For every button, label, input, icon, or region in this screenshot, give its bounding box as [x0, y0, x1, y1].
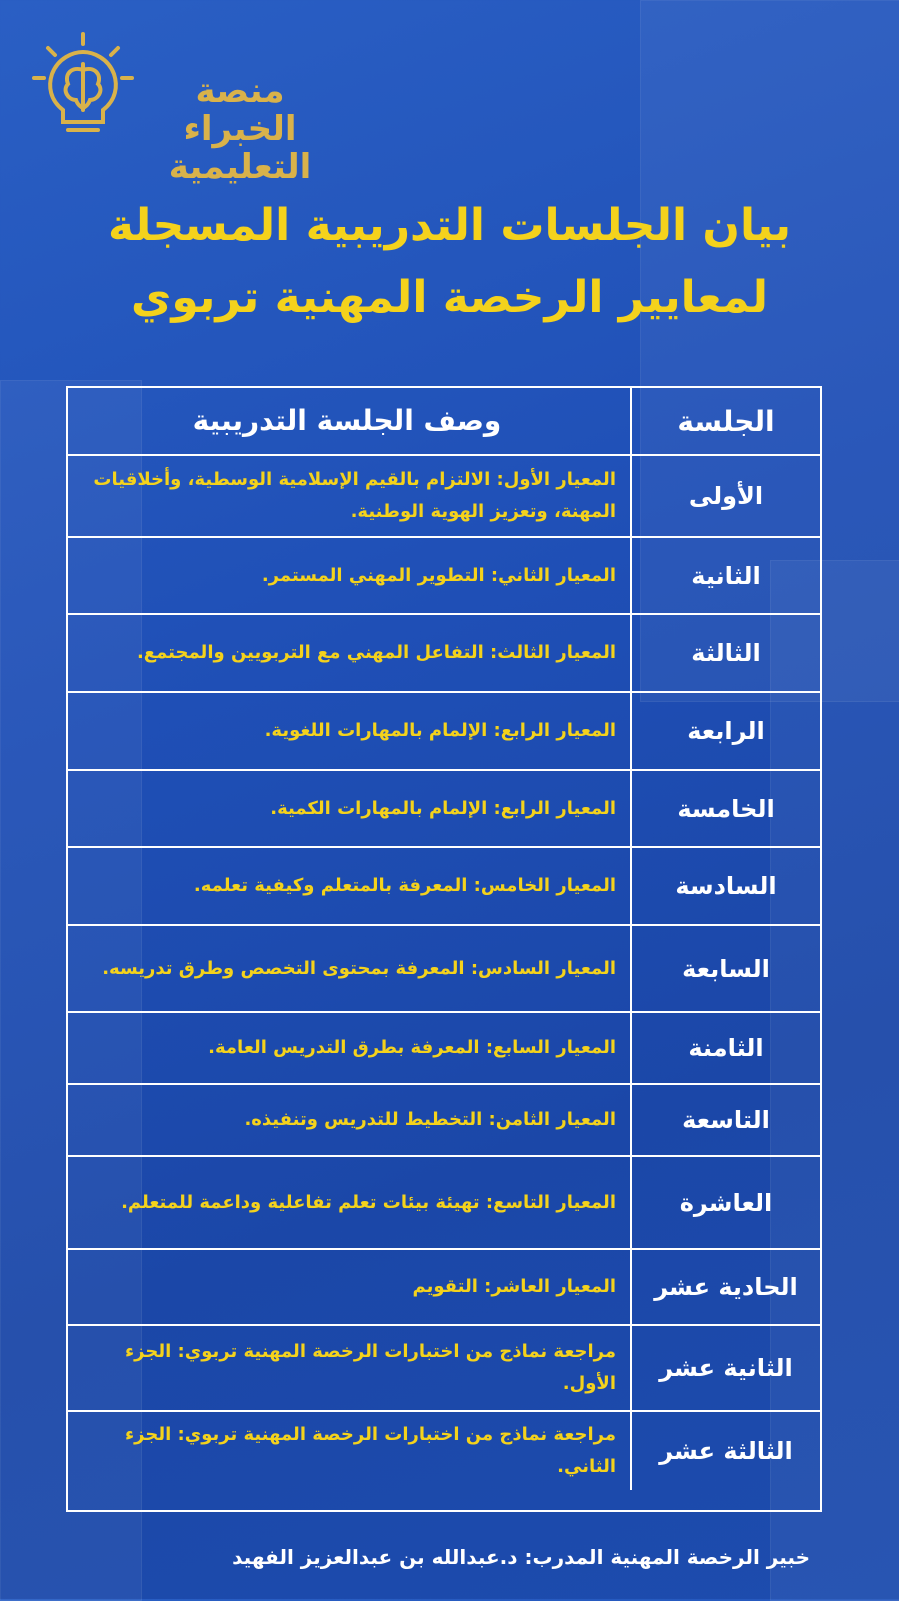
session-name: الحادية عشر: [630, 1250, 820, 1324]
session-name: الثانية: [630, 538, 820, 613]
session-description: المعيار الرابع: الإلمام بالمهارات الكمية.: [270, 797, 616, 819]
header-session: الجلسة: [630, 388, 820, 454]
table-row: [68, 456, 820, 538]
session-name: الرابعة: [630, 693, 820, 769]
title-line-1: بيان الجلسات التدريبية المسجلة: [108, 200, 791, 251]
session-description: المعيار الثامن: التخطيط للتدريس وتنفيذه.: [244, 1109, 616, 1130]
session-description: المعيار الثاني: التطوير المهني المستمر.: [261, 564, 616, 586]
table-row: [68, 1326, 820, 1412]
table-header: [68, 388, 820, 456]
table-row: [68, 538, 820, 615]
session-description: المعيار العاشر: التقويم: [412, 1276, 616, 1297]
session-description: مراجعة نماذج من اختبارات الرخصة المهنية تربوي: الجزء الأول.: [124, 1341, 616, 1394]
table-row: [68, 1085, 820, 1157]
session-name: الثانية عشر: [630, 1326, 820, 1410]
table-row: [68, 1157, 820, 1250]
logo-text: [140, 72, 340, 186]
session-name: الثالثة: [630, 615, 820, 691]
session-name: التاسعة: [630, 1085, 820, 1155]
session-description: المعيار الأول: الالتزام بالقيم الإسلامية الوسطية، وأخلاقيات المهنة، وتعزيز الهوية الوطنية.: [93, 469, 616, 522]
table-row: [68, 1250, 820, 1326]
lightbulb-brain-icon: [28, 30, 138, 140]
logo-line-1: منصة الخبراء: [183, 71, 297, 149]
table-row: [68, 926, 820, 1013]
table-row: [68, 1013, 820, 1085]
table-row: [68, 693, 820, 771]
session-description: المعيار الخامس: المعرفة بالمتعلم وكيفية تعلمه.: [193, 875, 616, 896]
sessions-table: [66, 386, 822, 1512]
trainer-credit: خبير الرخصة المهنية المدرب: د.عبدالله بن عبدالعزيز الفهيد: [232, 1545, 810, 1569]
logo: [28, 30, 318, 187]
table-row: [68, 771, 820, 848]
session-description: المعيار التاسع: تهيئة بيئات تعلم تفاعلية وداعمة للمتعلم.: [121, 1191, 616, 1213]
session-name: الثالثة عشر: [630, 1412, 820, 1490]
session-name: العاشرة: [630, 1157, 820, 1248]
session-description: المعيار الثالث: التفاعل المهني مع التربويين والمجتمع.: [136, 642, 616, 663]
table-row: [68, 848, 820, 926]
session-description: المعيار السابع: المعرفة بطرق التدريس العامة.: [208, 1037, 616, 1058]
session-description: المعيار الرابع: الإلمام بالمهارات اللغوية.: [264, 720, 616, 741]
title-line-2: لمعايير الرخصة المهنية تربوي: [131, 272, 768, 323]
table-row: [68, 615, 820, 693]
table-row: [68, 1412, 820, 1490]
session-description: مراجعة نماذج من اختبارات الرخصة المهنية تربوي: الجزء الثاني.: [124, 1424, 616, 1477]
session-name: السابعة: [630, 926, 820, 1011]
logo-line-2: التعليمية: [168, 147, 312, 187]
session-name: الثامنة: [630, 1013, 820, 1083]
page-title: [40, 190, 859, 334]
header-description: وصف الجلسة التدريبية: [192, 404, 502, 437]
session-description: المعيار السادس: المعرفة بمحتوى التخصص وطرق تدريسه.: [102, 957, 616, 979]
session-name: السادسة: [630, 848, 820, 924]
session-name: الخامسة: [630, 771, 820, 846]
session-name: الأولى: [630, 456, 820, 536]
